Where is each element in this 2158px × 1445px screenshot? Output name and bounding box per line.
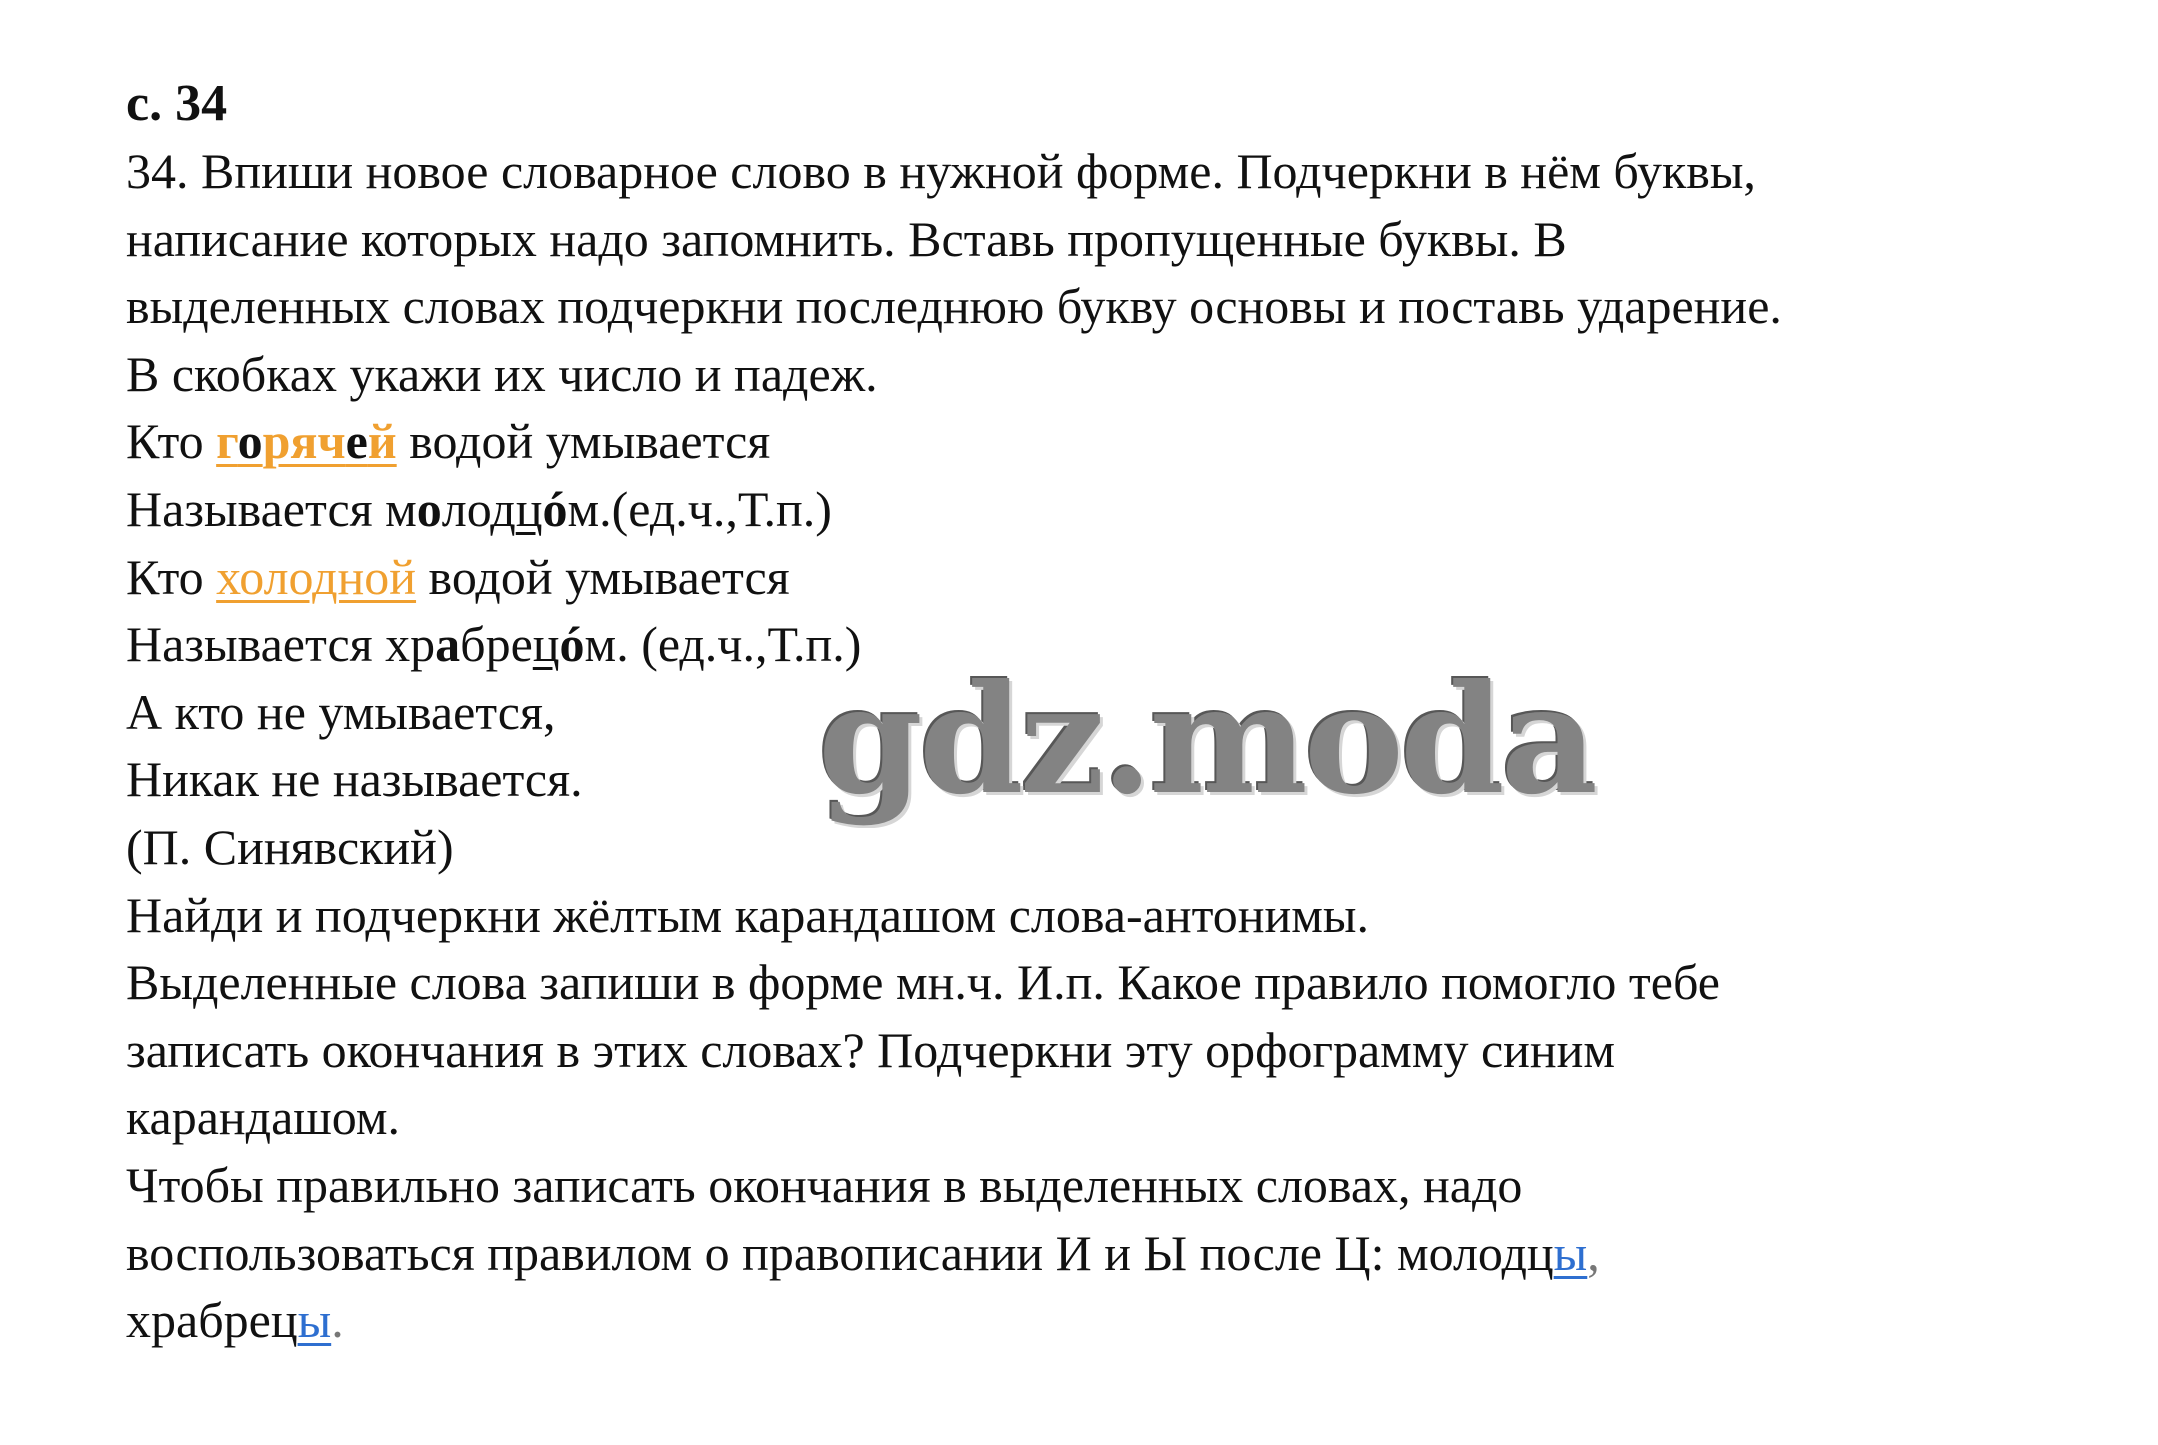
poem-text: лод xyxy=(441,480,516,537)
answer-line-1: Чтобы правильно записать окончания в выделенных словах, надо xyxy=(126,1156,1523,1213)
page-reference: с. 34 xyxy=(126,75,228,132)
word-part: г xyxy=(216,413,238,470)
answer-text: воспользоваться правилом о правописании И и Ы после Ц: молодц xyxy=(126,1224,1554,1281)
instruction-line: записать окончания в этих словах? Подчеркни эту орфограмму синим xyxy=(126,1021,1616,1078)
poem-text: Называется хр xyxy=(126,616,436,673)
blue-ending: ы xyxy=(297,1292,332,1349)
instruction-line: Найди и подчеркни жёлтым карандашом слова-антонимы. xyxy=(126,886,1370,943)
underlined-letter: ц xyxy=(515,480,543,537)
poem-line-1 xyxy=(126,408,2136,476)
poem-text: Кто xyxy=(126,413,217,470)
task-line: выделенных словах подчеркни последнюю букву основы и поставь ударение. xyxy=(126,278,1782,335)
underlined-letter: ц xyxy=(532,616,560,673)
poem-line-3 xyxy=(126,544,2136,612)
poem-line-6: Никак не называется. xyxy=(126,751,583,808)
word-part-marked: о xyxy=(237,413,263,470)
poem-text: м. (ед.ч.,Т.п.) xyxy=(584,616,862,673)
task-line: написание которых надо запомнить. Вставь пропущенные буквы. В xyxy=(126,210,1567,267)
instruction-line: Выделенные слова запиши в форме мн.ч. И.п. Какое правило помогло тебе xyxy=(126,954,1720,1011)
stressed-letter: ó xyxy=(542,480,568,537)
bold-letter: о xyxy=(416,480,442,537)
instruction-line: карандашом. xyxy=(126,1089,400,1146)
word-part-marked: е xyxy=(345,413,368,470)
task-line: 34. Впиши новое словарное слово в нужной форме. Подчеркни в нём буквы, xyxy=(126,143,1756,199)
answer-punct: , xyxy=(1587,1224,1600,1281)
poem-line-5: А кто не умывается, xyxy=(126,683,556,740)
word-part: й xyxy=(367,413,397,470)
highlighted-word-cold: холодной xyxy=(216,548,417,605)
stressed-letter: ó xyxy=(559,616,585,673)
answer-text: храбрец xyxy=(126,1292,298,1349)
poem-text: Называется м xyxy=(126,480,417,537)
answer-line-2 xyxy=(126,1220,2136,1288)
task-line: В скобках укажи их число и падеж. xyxy=(126,345,878,402)
poem-author: (П. Синявский) xyxy=(126,818,454,875)
watermark-logo: gdz.moda xyxy=(818,652,1595,828)
poem-line-2 xyxy=(126,476,2136,544)
poem-text: водой умывается xyxy=(416,548,790,605)
bold-letter: а xyxy=(435,616,461,673)
poem-text: бре xyxy=(460,616,533,673)
answer-line-3 xyxy=(126,1287,2136,1355)
answer-punct: . xyxy=(331,1292,344,1349)
poem-text: водой умывается xyxy=(396,413,771,470)
poem-text: Кто xyxy=(126,548,217,605)
highlighted-word-hot xyxy=(216,413,397,469)
poem-text: м.(ед.ч.,Т.п.) xyxy=(567,480,832,537)
blue-ending: ы xyxy=(1553,1224,1588,1281)
word-part: ряч xyxy=(262,413,346,470)
